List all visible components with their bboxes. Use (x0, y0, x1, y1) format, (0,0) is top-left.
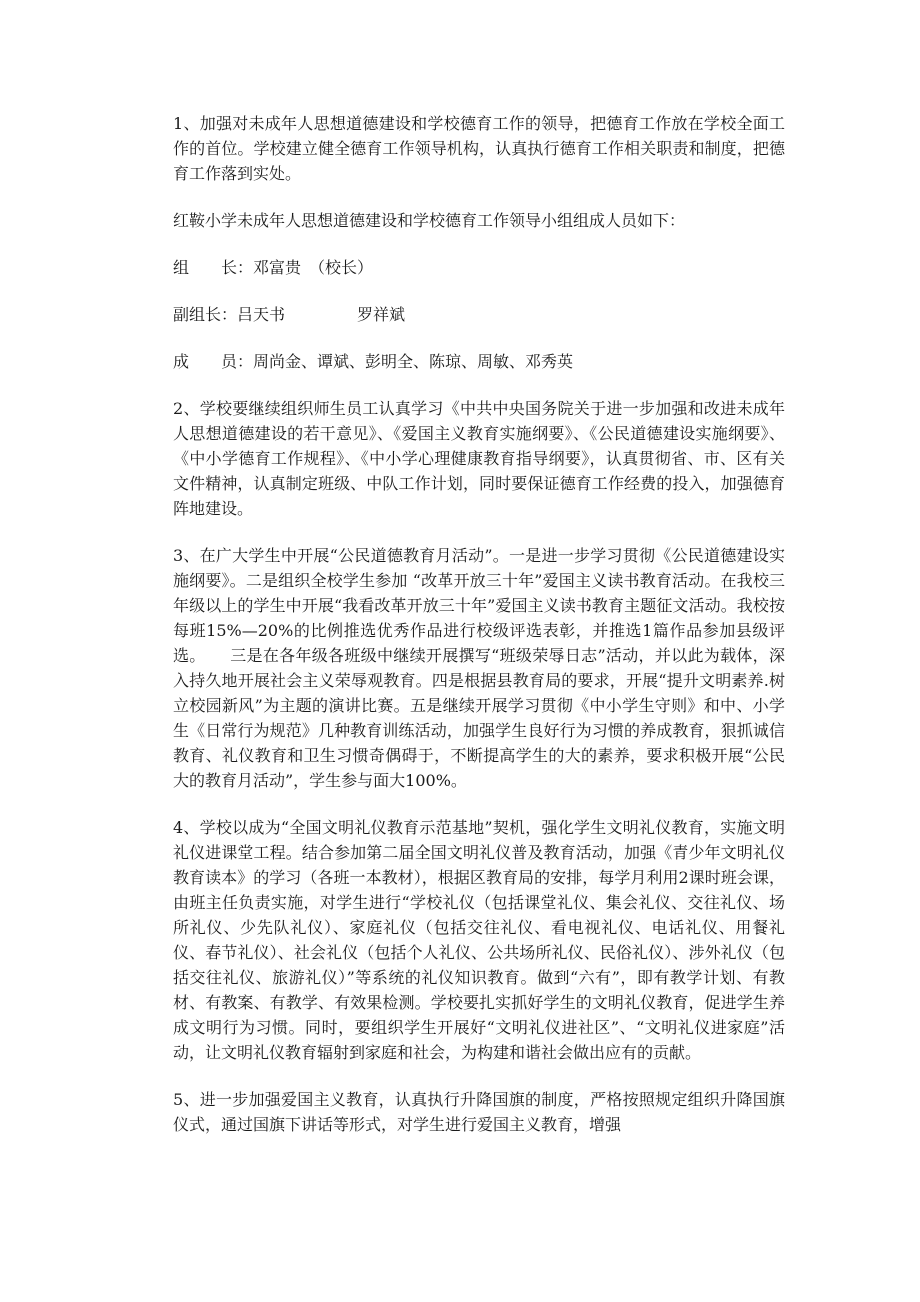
members-value: 周尚金、谭斌、彭明全、陈琼、周敏、邓秀英 (253, 352, 574, 371)
paragraph-1: 1、加强对未成年人思想道德建设和学校德育工作的领导，把德育工作放在学校全面工作的首位。学校建立健全德育工作领导机构，认真执行德育工作相关职责和制度，把德育工作落到实处。 (173, 114, 785, 183)
leader-value: 邓富贵 （校长） (253, 258, 374, 277)
deputy-name-2: 罗祥斌 (357, 305, 406, 324)
leader-row (173, 255, 785, 280)
document-page (173, 111, 785, 1159)
paragraph-2: 2、学校要继续组织师生员工认真学习《中共中央国务院关于进一步加强和改进未成年人思想道德建设的若干意见》、《爱国主义教育实施纲要》、《公民道德建设实施纲要》、《中小学德育工作规程》、《中小学心理健康教育指导纲要》，认真贯彻省、市、区有关文件精神，认真制定班级、中队工作计划，同时要保证德育工作经费的投入，加强德育阵地建设。 (173, 399, 785, 518)
leader-label: 组 长： (173, 258, 254, 277)
members-label: 成 员： (173, 352, 254, 371)
paragraph-4: 4、学校以成为“全国文明礼仪教育示范基地”契机，强化学生文明礼仪教育，实施文明礼仪进课堂工程。结合参加第二届全国文明礼仪普及教育活动，加强《青少年文明礼仪教育读本》的学习（各班一本教材），根据区教育局的安排，每学月利用2课时班会课，由班主任负责实施，对学生进行“学校礼仪（包括课堂礼仪、集会礼仪、交往礼仪、场所礼仪、少先队礼仪）、家庭礼仪（包括交往礼仪、看电视礼仪、电话礼仪、用餐礼仪、春节礼仪）、社会礼仪（包括个人礼仪、公共场所礼仪、民俗礼仪）、涉外礼仪（包括交往礼仪、旅游礼仪）”等系统的礼仪知识教育。做到“六有”，即有教学计划、有教材、有教案、有教学、有效果检测。学校要扎实抓好学生的文明礼仪教育，促进学生养成文明行为习惯。同时，要组织学生开展好“文明礼仪进社区”、“文明礼仪进家庭”活动，让文明礼仪教育辐射到家庭和社会，为构建和谐社会做出应有的贡献。 (173, 818, 785, 1062)
group-intro: 红鞍小学未成年人思想道德建设和学校德育工作领导小组组成人员如下： (173, 211, 686, 230)
paragraph-5: 5、进一步加强爱国主义教育，认真执行升降国旗的制度，严格按照规定组织升降国旗仪式，通过国旗下讲话等形式，对学生进行爱国主义教育，增强 (173, 1090, 785, 1134)
deputy-row (173, 302, 785, 327)
paragraph-3: 3、在广大学生中开展“公民道德教育月活动”。一是进一步学习贯彻《公民道德建设实施纲要》。二是组织全校学生参加 “改革开放三十年”爱国主义读书教育活动。在我校三年级以上的学生中开展“我看改革开放三十年”爱国主义读书教育主题征文活动。我校按每班15%—20%的比例推选优秀作品进行校级评选表彰，并推选1篇作品参加县级评选。 三是在各年级各班级中继续开展撰写“班级荣辱日志”活动，并以此为载体，深入持久地开展社会主义荣辱观教育。四是根据县教育局的要求，开展“提升文明素养.树立校园新风”为主题的演讲比赛。五是继续开展学习贯彻《中小学生守则》和中、小学生《日常行为规范》几种教育训练活动，加强学生良好行为习惯的养成教育，狠抓诚信教育、礼仪教育和卫生习惯奇偶碍于，不断提高学生的大的素养，要求积极开展“公民大的教育月活动”，学生参与面大100%。 (173, 546, 785, 790)
deputy-name-1: 吕天书 (237, 305, 286, 324)
deputy-label: 副组长： (173, 305, 238, 324)
members-row (173, 349, 785, 374)
